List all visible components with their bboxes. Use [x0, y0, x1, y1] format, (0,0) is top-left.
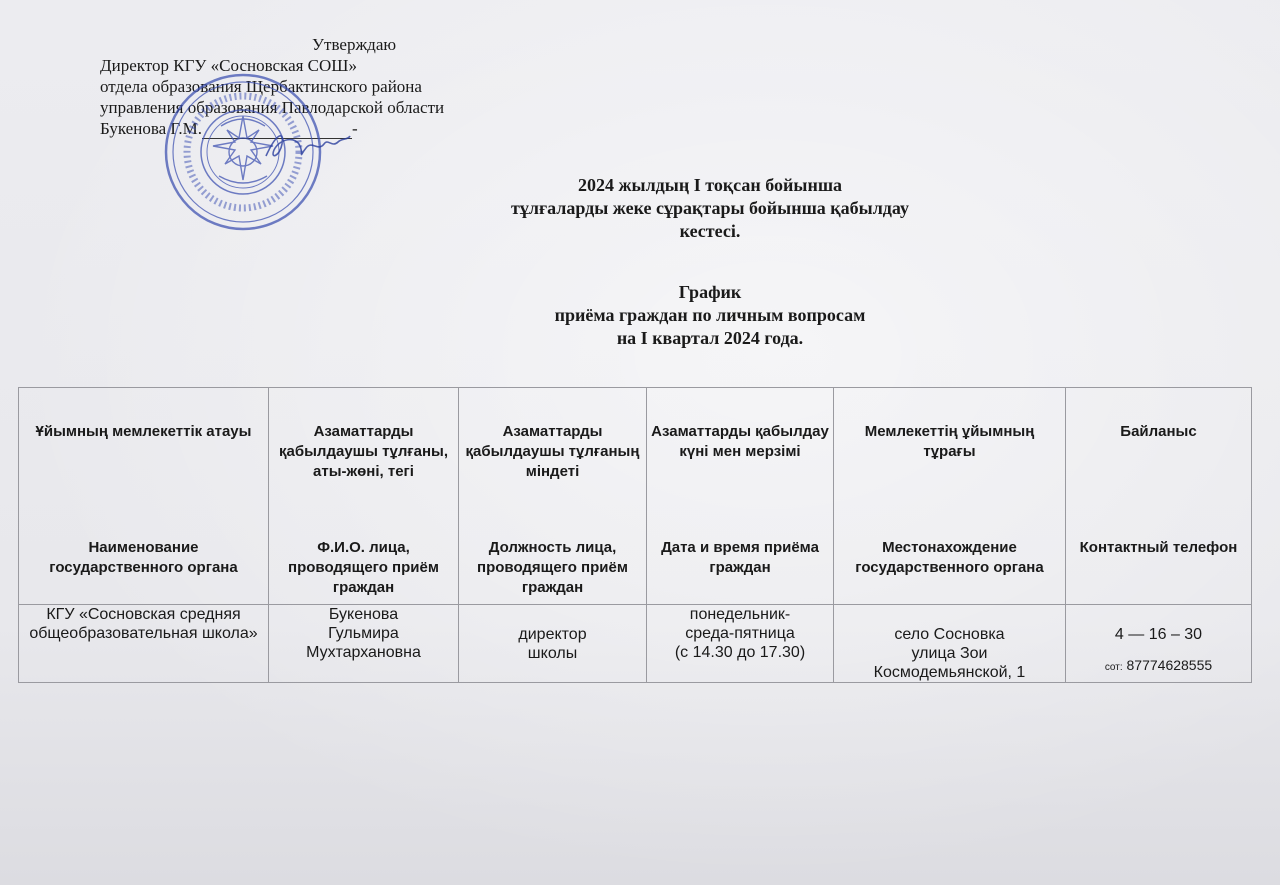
- cell-contact: [1066, 605, 1252, 683]
- header-kz: Азаматтарды қабылдаушы тұлғаны, аты-жөні, тегі: [279, 423, 448, 480]
- header-kz: Азаматтарды қабылдау күні мен мерзімі: [651, 423, 829, 460]
- position-line: директор: [518, 625, 587, 643]
- title-russian: [430, 281, 990, 350]
- header-kz: Ұйымның мемлекеттік атауы: [35, 423, 252, 440]
- time-line: (с 14.30 до 17.30): [674, 644, 806, 661]
- approval-line-3: управления образования Павлодарской области: [100, 98, 445, 117]
- header-ru: Должность лица, проводящего приём граждан: [477, 539, 628, 596]
- phone-number: 4 — 16 – 30: [1114, 626, 1203, 643]
- address-line: Космодемьянской, 1: [873, 664, 1026, 681]
- header-person-name: [269, 388, 459, 605]
- title-ru-line-3: на I квартал 2024 года.: [616, 328, 804, 348]
- header-kz: Мемлекеттің ұйымның тұрағы: [864, 423, 1035, 460]
- approval-signer: Букенова Г.М.: [100, 119, 202, 138]
- cell-address: [834, 605, 1066, 683]
- signature-icon: [262, 126, 352, 164]
- title-ru-line-2: приёма граждан по личным вопросам: [554, 305, 866, 325]
- mobile-label: сот:: [1104, 662, 1123, 673]
- person-line: Гульмира: [328, 625, 399, 642]
- address-line: улица Зои: [911, 645, 988, 662]
- header-ru: Контактный телефон: [1079, 539, 1238, 556]
- address-line: село Сосновка: [894, 626, 1005, 643]
- mobile-number: 87774628555: [1126, 657, 1213, 673]
- header-ru: Местонахождение государственного органа: [855, 539, 1044, 576]
- title-ru-line-1: График: [678, 282, 742, 302]
- mobile-number-line: [1070, 656, 1247, 677]
- header-position: [459, 388, 647, 605]
- cell-time: [647, 605, 834, 683]
- table-header-row: [19, 388, 1252, 605]
- cell-person: [269, 605, 459, 683]
- header-kz: Байланыс: [1120, 423, 1197, 440]
- approval-line-2: отдела образования Щербактинского района: [100, 77, 422, 96]
- cell-org: КГУ «Сосновская средняя общеобразовательная школа»: [19, 605, 269, 683]
- approval-line-1: Директор КГУ «Сосновская СОШ»: [100, 56, 357, 75]
- header-org-name: [19, 388, 269, 605]
- position-line: школы: [527, 644, 578, 662]
- person-line: Мухтархановна: [306, 644, 421, 661]
- header-ru: Дата и время приёма граждан: [661, 539, 819, 576]
- reception-schedule-table: [18, 387, 1252, 683]
- time-line: понедельник-: [689, 606, 791, 623]
- header-kz: Азаматтарды қабылдаушы тұлғаның міндеті: [465, 423, 640, 480]
- cell-position: [459, 605, 647, 683]
- header-date-time: [647, 388, 834, 605]
- approval-title: Утверждаю: [312, 35, 397, 54]
- title-kazakh: [430, 174, 990, 243]
- dash: -: [351, 119, 358, 138]
- person-line: Букенова: [328, 606, 399, 623]
- header-contact: [1066, 388, 1252, 605]
- title-kz-line-2: тұлғаларды жеке сұрақтары бойынша қабылдау: [511, 198, 909, 218]
- table-row: [19, 605, 1252, 683]
- title-kz-line-3: кестесі.: [679, 221, 741, 241]
- title-kz-line-1: 2024 жылдың I тоқсан бойынша: [577, 175, 843, 195]
- header-location: [834, 388, 1066, 605]
- time-line: среда-пятница: [685, 625, 795, 642]
- header-ru: Ф.И.О. лица, проводящего приём граждан: [288, 539, 439, 596]
- header-ru: Наименование государственного органа: [49, 539, 238, 576]
